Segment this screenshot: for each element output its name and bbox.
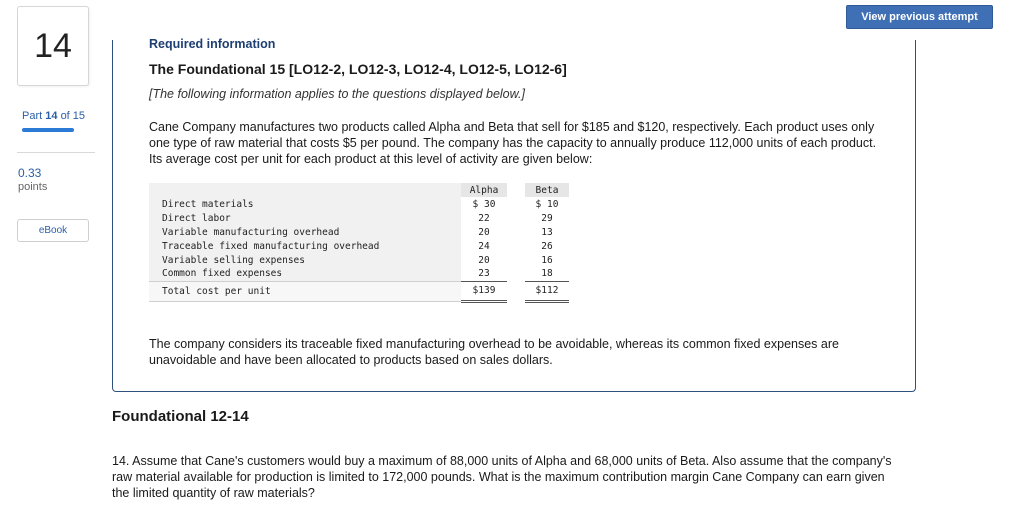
table-row: [149, 253, 569, 267]
beta-value: 26: [541, 240, 553, 252]
row-label: Direct materials: [149, 197, 451, 211]
col-alpha-header: Alpha: [461, 183, 507, 197]
section-title: Foundational 12-14: [112, 408, 249, 425]
part-progress-bar: [22, 128, 74, 132]
question-number: 14: [17, 6, 89, 86]
question-text: 14. Assume that Cane's customers would buy a maximum of 88,000 units of Alpha and 68,000 units of Beta. Also assume that the company's raw material available for production is limited to 172,000 pounds. What is the maximum contribution margin Cane Company can earn given the limited quantity of raw materials?: [112, 454, 892, 500]
ebook-button[interactable]: eBook: [17, 219, 89, 242]
alpha-value: 20: [478, 254, 490, 266]
applies-note: [The following information applies to the questions displayed below.]: [149, 87, 525, 101]
table-header-row: [149, 183, 569, 197]
table-row: [149, 211, 569, 225]
alpha-value: 24: [478, 240, 490, 252]
beta-value: 29: [541, 212, 553, 224]
points-value: 0.33: [18, 166, 42, 180]
cost-per-unit-table: [149, 183, 569, 303]
beta-value: 13: [541, 226, 553, 238]
company-note-paragraph: The company considers its traceable fixed manufacturing overhead to be avoidable, whereas its common fixed expenses are unavoidable and have been allocated to products based on sales dollars.: [149, 337, 839, 367]
beta-value: $ 10: [535, 198, 559, 210]
foundational-title: The Foundational 15 [LO12-2, LO12-3, LO12-4, LO12-5, LO12-6]: [149, 61, 567, 77]
table-row: [149, 197, 569, 211]
row-label: Direct labor: [149, 211, 451, 225]
alpha-total: $139: [461, 281, 507, 301]
col-beta-header: Beta: [525, 183, 569, 197]
points-label: points: [18, 181, 48, 193]
beta-value: 18: [525, 267, 569, 281]
alpha-value: $ 30: [472, 198, 496, 210]
required-information-heading: Required information: [149, 37, 276, 51]
table-row: [149, 225, 569, 239]
total-label: Total cost per unit: [149, 281, 451, 301]
beta-value: 16: [541, 254, 553, 266]
alpha-value: 20: [478, 226, 490, 238]
row-label: Common fixed expenses: [149, 267, 451, 281]
part-indicator: [22, 110, 85, 122]
alpha-value: 23: [461, 267, 507, 281]
part-current: 14: [45, 110, 58, 122]
view-previous-attempt-button[interactable]: View previous attempt: [846, 5, 993, 29]
beta-total: $112: [525, 281, 569, 301]
table-row: [149, 267, 569, 281]
row-label: Variable manufacturing overhead: [149, 225, 451, 239]
row-label: Traceable fixed manufacturing overhead: [149, 239, 451, 253]
part-of: of 15: [60, 110, 86, 122]
total-row: [149, 281, 569, 301]
row-label: Variable selling expenses: [149, 253, 451, 267]
part-prefix: Part: [22, 110, 43, 122]
intro-paragraph: Cane Company manufactures two products called Alpha and Beta that sell for $185 and $120, respectively. Each product uses only one type of raw material that costs $5 per pound. The company has the capacity to annually produce 112,000 units of each product. Its average cost per unit for each product at this level of activity are given below:: [149, 120, 877, 166]
alpha-value: 22: [478, 212, 490, 224]
table-row: [149, 239, 569, 253]
sidebar-divider: [17, 152, 95, 153]
